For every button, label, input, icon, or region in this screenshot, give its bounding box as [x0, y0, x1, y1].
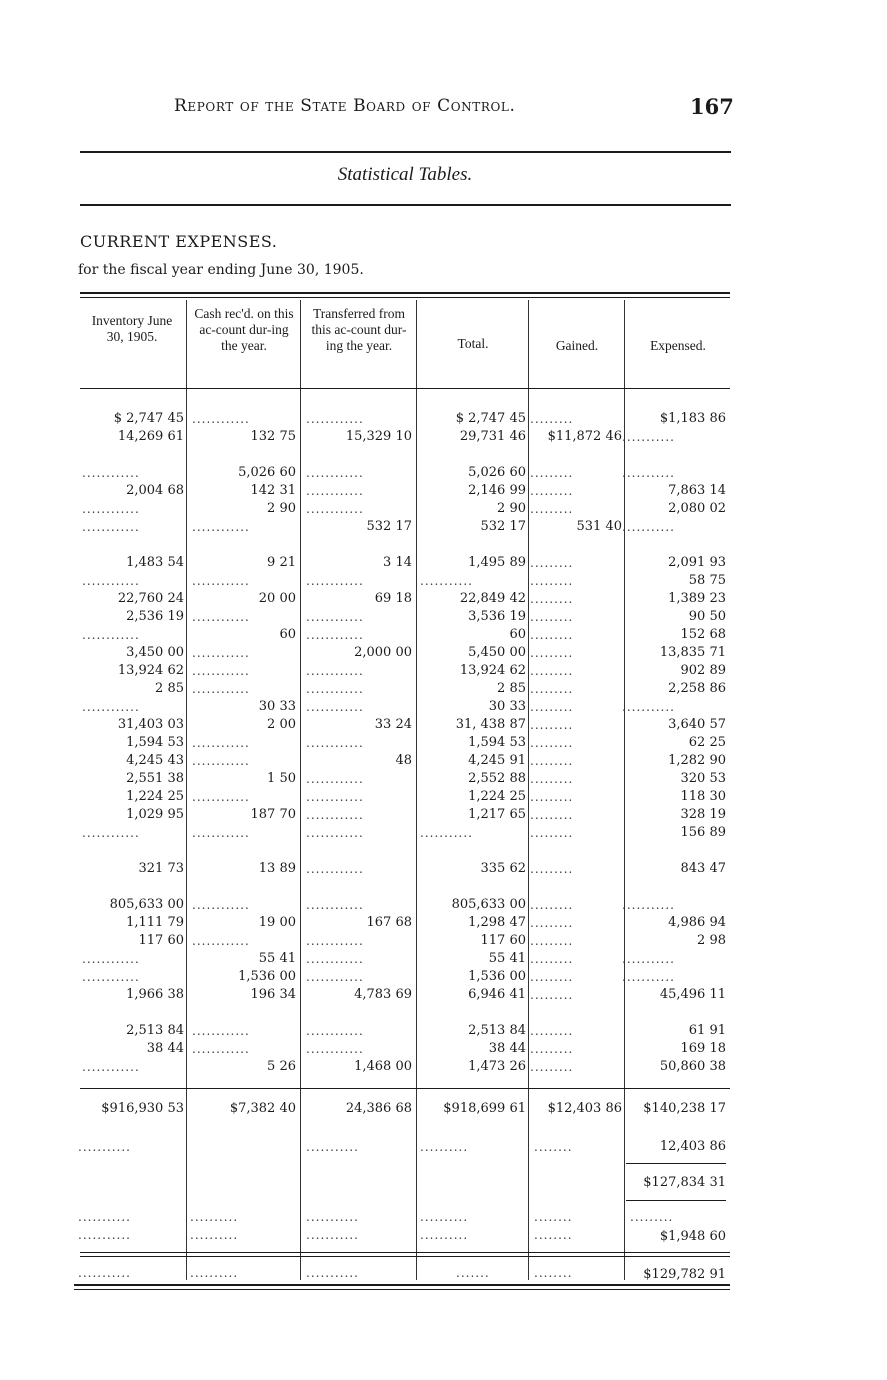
- cell-inventory: 321 73: [138, 861, 184, 876]
- cell-cash-received: 1 50: [267, 771, 296, 786]
- summary-addition: $1,948 60: [659, 1229, 726, 1244]
- cell-cash-received: 187 70: [250, 807, 296, 822]
- leader-dots: ............: [306, 682, 364, 696]
- leader-dots: .........: [530, 988, 574, 1002]
- cell-expensed: 61 91: [688, 1023, 726, 1038]
- cell-inventory: 1,594 53: [126, 735, 184, 750]
- cell-expensed: 90 50: [688, 609, 726, 624]
- cell-expensed: 2,258 86: [668, 681, 726, 696]
- cell-expensed: 2 98: [697, 933, 726, 948]
- cell-total: 31, 438 87: [455, 717, 526, 732]
- cell-total: 29,731 46: [459, 429, 526, 444]
- cell-inventory: 13,924 62: [117, 663, 184, 678]
- leader-dots: .........: [530, 484, 574, 498]
- cell-expensed: 3,640 57: [668, 717, 726, 732]
- cell-expensed: 152 68: [680, 627, 726, 642]
- cell-cash-received: 5 26: [267, 1059, 296, 1074]
- cell-expensed: 169 18: [680, 1041, 726, 1056]
- cell-transferred: 4,783 69: [354, 987, 412, 1002]
- cell-total: 117 60: [480, 933, 526, 948]
- cell-inventory: 22,760 24: [117, 591, 184, 606]
- leader-dots: ............: [192, 934, 250, 948]
- cell-total: 22,849 42: [459, 591, 526, 606]
- summary-rule: [626, 1200, 726, 1201]
- leader-dots: ............: [306, 826, 364, 840]
- cell-inventory: 14,269 61: [117, 429, 184, 444]
- cell-total: 805,633 00: [451, 897, 526, 912]
- leader-dots: ............: [82, 520, 140, 534]
- col-header-cash-received: Cash rec'd. on this ac-count dur-ing the year.: [194, 306, 294, 353]
- cell-expensed: 328 19: [680, 807, 726, 822]
- leader-dots: ............: [306, 934, 364, 948]
- col-header-expensed: Expensed.: [650, 338, 706, 353]
- leader-dots: ..........: [420, 1140, 469, 1154]
- cell-expensed: 902 89: [680, 663, 726, 678]
- cell-transferred: 15,329 10: [345, 429, 412, 444]
- leader-dots: ...........: [622, 466, 675, 480]
- leader-dots: .........: [530, 736, 574, 750]
- leader-dots: ............: [192, 790, 250, 804]
- cell-total: 2,552 88: [468, 771, 526, 786]
- leader-dots: .........: [530, 574, 574, 588]
- cell-total: 1,495 89: [468, 555, 526, 570]
- cell-expensed: 320 53: [680, 771, 726, 786]
- section-subtitle: for the fiscal year ending June 30, 1905.: [78, 262, 364, 278]
- leader-dots: ...........: [622, 952, 675, 966]
- cell-total: 2 85: [497, 681, 526, 696]
- cell-total: 2 90: [497, 501, 526, 516]
- header-underline: [80, 388, 730, 389]
- leader-dots: ...........: [78, 1140, 131, 1154]
- cell-cash-received: 1,536 00: [238, 969, 296, 984]
- leader-dots: .........: [530, 934, 574, 948]
- table-top-rule: [80, 292, 730, 294]
- leader-dots: ............: [306, 970, 364, 984]
- leader-dots: ............: [82, 970, 140, 984]
- col-header-inventory: Inventory June 30, 1905.: [91, 313, 173, 344]
- leader-dots: ............: [306, 700, 364, 714]
- summary-rule-wide-2: [80, 1256, 730, 1257]
- leader-dots: .........: [530, 754, 574, 768]
- leader-dots: ........: [534, 1228, 573, 1242]
- cell-total: $ 2,747 45: [455, 411, 526, 426]
- leader-dots: ........: [534, 1210, 573, 1224]
- leader-dots: ...........: [420, 574, 473, 588]
- cell-total: 55 41: [488, 951, 526, 966]
- cell-inventory: 117 60: [138, 933, 184, 948]
- cell-total: 1,536 00: [468, 969, 526, 984]
- leader-dots: ...........: [78, 1228, 131, 1242]
- cell-total: 30 33: [488, 699, 526, 714]
- cell-inventory: 1,966 38: [126, 987, 184, 1002]
- cell-expensed: 1,282 90: [668, 753, 726, 768]
- cell-transferred: 1,468 00: [354, 1059, 412, 1074]
- leader-dots: ............: [82, 1060, 140, 1074]
- cell-expensed: 2,091 93: [668, 555, 726, 570]
- tables-subtitle: Statistical Tables.: [337, 164, 473, 185]
- cell-transferred: 69 18: [374, 591, 412, 606]
- leader-dots: ...........: [306, 1210, 359, 1224]
- cell-expensed: 58 75: [688, 573, 726, 588]
- leader-dots: ............: [192, 1024, 250, 1038]
- cell-total: 1,298 47: [468, 915, 526, 930]
- total-total: $918,699 61: [443, 1101, 526, 1116]
- leader-dots: ............: [306, 736, 364, 750]
- summary-less-gained: 12,403 86: [659, 1139, 726, 1154]
- leader-dots: ...........: [622, 898, 675, 912]
- col-divider: [416, 300, 417, 1280]
- leader-dots: .........: [530, 646, 574, 660]
- cell-total: 5,450 00: [468, 645, 526, 660]
- leader-dots: ........: [534, 1266, 573, 1280]
- table-bottom-rule: [74, 1284, 730, 1286]
- leader-dots: ..........: [190, 1266, 239, 1280]
- cell-total: 5,026 60: [468, 465, 526, 480]
- cell-total: 2,513 84: [468, 1023, 526, 1038]
- leader-dots: ...........: [622, 970, 675, 984]
- leader-dots: .........: [530, 1024, 574, 1038]
- cell-inventory: 3,450 00: [126, 645, 184, 660]
- cell-expensed: 13,835 71: [659, 645, 726, 660]
- leader-dots: .........: [530, 970, 574, 984]
- cell-total: 2,146 99: [468, 483, 526, 498]
- leader-dots: ............: [306, 772, 364, 786]
- leader-dots: ...........: [306, 1140, 359, 1154]
- cell-transferred: 167 68: [366, 915, 412, 930]
- leader-dots: .........: [530, 556, 574, 570]
- leader-dots: .........: [530, 916, 574, 930]
- cell-cash-received: 55 41: [258, 951, 296, 966]
- cell-transferred: 48: [395, 753, 412, 768]
- cell-expensed: 45,496 11: [659, 987, 726, 1002]
- cell-total: 1,224 25: [468, 789, 526, 804]
- cell-cash-received: 13 89: [258, 861, 296, 876]
- col-header-transferred: Transferred from this ac-count dur-ing the year.: [311, 306, 407, 353]
- leader-dots: ............: [192, 754, 250, 768]
- cell-inventory: 1,111 79: [126, 915, 184, 930]
- leader-dots: ............: [192, 646, 250, 660]
- section-title: CURRENT EXPENSES.: [80, 232, 278, 251]
- leader-dots: ............: [306, 412, 364, 426]
- header-rule-top: [80, 151, 731, 153]
- leader-dots: .........: [530, 502, 574, 516]
- table-top-rule-2: [80, 297, 730, 298]
- leader-dots: ...........: [306, 1266, 359, 1280]
- cell-expensed: 7,863 14: [668, 483, 726, 498]
- leader-dots: ............: [192, 898, 250, 912]
- cell-inventory: 1,483 54: [126, 555, 184, 570]
- leader-dots: ............: [306, 790, 364, 804]
- cell-cash-received: 132 75: [250, 429, 296, 444]
- total-cash-received: $7,382 40: [229, 1101, 296, 1116]
- cell-inventory: $ 2,747 45: [113, 411, 184, 426]
- total-expensed: $140,238 17: [643, 1101, 726, 1116]
- leader-dots: ............: [306, 610, 364, 624]
- cell-cash-received: 142 31: [250, 483, 296, 498]
- leader-dots: .........: [530, 826, 574, 840]
- leader-dots: ............: [82, 952, 140, 966]
- total-transferred: 24,386 68: [345, 1101, 412, 1116]
- leader-dots: .........: [530, 1060, 574, 1074]
- leader-dots: ............: [82, 574, 140, 588]
- col-divider: [300, 300, 301, 1280]
- cell-expensed: 843 47: [680, 861, 726, 876]
- leader-dots: ..........: [190, 1210, 239, 1224]
- leader-dots: ...........: [622, 700, 675, 714]
- leader-dots: .........: [530, 700, 574, 714]
- cell-inventory: 2,004 68: [126, 483, 184, 498]
- cell-cash-received: 196 34: [250, 987, 296, 1002]
- leader-dots: ............: [306, 628, 364, 642]
- leader-dots: ............: [306, 466, 364, 480]
- page-number: 167: [690, 94, 734, 119]
- leader-dots: ............: [192, 664, 250, 678]
- cell-total: 4,245 91: [468, 753, 526, 768]
- cell-cash-received: 20 00: [258, 591, 296, 606]
- cell-cash-received: 9 21: [267, 555, 296, 570]
- leader-dots: ...........: [78, 1210, 131, 1224]
- cell-expensed: 4,986 94: [668, 915, 726, 930]
- cell-inventory: 1,224 25: [126, 789, 184, 804]
- cell-inventory: 31,403 03: [117, 717, 184, 732]
- leader-dots: .........: [530, 466, 574, 480]
- leader-dots: ............: [192, 1042, 250, 1056]
- leader-dots: .........: [530, 682, 574, 696]
- leader-dots: ............: [192, 520, 250, 534]
- leader-dots: ............: [306, 862, 364, 876]
- leader-dots: .........: [530, 664, 574, 678]
- col-divider: [186, 300, 187, 1280]
- col-header-total: Total.: [457, 336, 489, 351]
- leader-dots: .........: [630, 1210, 674, 1224]
- cell-inventory: 805,633 00: [109, 897, 184, 912]
- cell-cash-received: 2 00: [267, 717, 296, 732]
- leader-dots: ............: [82, 700, 140, 714]
- leader-dots: ............: [192, 610, 250, 624]
- leader-dots: ..........: [420, 1210, 469, 1224]
- cell-gained: $11,872 46: [547, 429, 622, 444]
- leader-dots: ...........: [420, 826, 473, 840]
- cell-inventory: 2,536 19: [126, 609, 184, 624]
- leader-dots: .........: [530, 628, 574, 642]
- cell-gained: 531 40: [576, 519, 622, 534]
- cell-expensed: 50,860 38: [659, 1059, 726, 1074]
- leader-dots: ............: [306, 1042, 364, 1056]
- cell-total: 60: [509, 627, 526, 642]
- summary-rule-wide: [80, 1252, 730, 1253]
- cell-inventory: 4,245 43: [126, 753, 184, 768]
- leader-dots: .........: [530, 772, 574, 786]
- leader-dots: ............: [82, 826, 140, 840]
- cell-expensed: 62 25: [688, 735, 726, 750]
- table-bottom-rule-2: [74, 1289, 730, 1290]
- cell-total: 1,473 26: [468, 1059, 526, 1074]
- cell-inventory: 2,513 84: [126, 1023, 184, 1038]
- cell-total: 532 17: [480, 519, 526, 534]
- summary-rule: [626, 1163, 726, 1164]
- total-gained: $12,403 86: [547, 1101, 622, 1116]
- leader-dots: ...........: [622, 520, 675, 534]
- leader-dots: .........: [530, 610, 574, 624]
- leader-dots: .........: [530, 790, 574, 804]
- leader-dots: ............: [192, 574, 250, 588]
- leader-dots: .........: [530, 898, 574, 912]
- cell-cash-received: 30 33: [258, 699, 296, 714]
- cell-expensed: 156 89: [680, 825, 726, 840]
- leader-dots: .........: [530, 592, 574, 606]
- header-rule-bottom: [80, 204, 731, 206]
- cell-transferred: 532 17: [366, 519, 412, 534]
- cell-transferred: 3 14: [383, 555, 412, 570]
- leader-dots: ............: [306, 502, 364, 516]
- leader-dots: ............: [306, 1024, 364, 1038]
- cell-total: 13,924 62: [459, 663, 526, 678]
- leader-dots: ............: [82, 502, 140, 516]
- cell-expensed: 1,389 23: [668, 591, 726, 606]
- leader-dots: ............: [192, 826, 250, 840]
- leader-dots: ........: [534, 1140, 573, 1154]
- total-inventory: $916,930 53: [101, 1101, 184, 1116]
- cell-total: 3,536 19: [468, 609, 526, 624]
- leader-dots: ............: [82, 628, 140, 642]
- leader-dots: ............: [192, 412, 250, 426]
- leader-dots: ..........: [190, 1228, 239, 1242]
- leader-dots: ............: [192, 736, 250, 750]
- leader-dots: ............: [306, 952, 364, 966]
- cell-total: 335 62: [480, 861, 526, 876]
- col-header-gained: Gained.: [555, 338, 599, 353]
- leader-dots: .........: [530, 862, 574, 876]
- cell-total: 1,217 65: [468, 807, 526, 822]
- summary-net: $127,834 31: [643, 1175, 726, 1190]
- cell-expensed: 118 30: [680, 789, 726, 804]
- leader-dots: ............: [306, 664, 364, 678]
- leader-dots: ..........: [420, 1228, 469, 1242]
- cell-expensed: $1,183 86: [659, 411, 726, 426]
- running-title: Report of the State Board of Control.: [174, 96, 516, 116]
- cell-cash-received: 19 00: [258, 915, 296, 930]
- leader-dots: ...........: [622, 430, 675, 444]
- cell-transferred: 2,000 00: [354, 645, 412, 660]
- leader-dots: ............: [306, 898, 364, 912]
- leader-dots: .........: [530, 412, 574, 426]
- totals-rule: [80, 1088, 730, 1089]
- cell-total: 1,594 53: [468, 735, 526, 750]
- leader-dots: ............: [82, 466, 140, 480]
- leader-dots: .......: [456, 1266, 490, 1280]
- leader-dots: ............: [306, 484, 364, 498]
- cell-cash-received: 60: [279, 627, 296, 642]
- cell-inventory: 1,029 95: [126, 807, 184, 822]
- cell-expensed: 2,080 02: [668, 501, 726, 516]
- leader-dots: .........: [530, 718, 574, 732]
- cell-inventory: 2,551 38: [126, 771, 184, 786]
- col-divider: [528, 300, 529, 1280]
- leader-dots: ............: [192, 682, 250, 696]
- cell-total: 6,946 41: [468, 987, 526, 1002]
- leader-dots: .........: [530, 1042, 574, 1056]
- leader-dots: ............: [306, 808, 364, 822]
- cell-total: 38 44: [488, 1041, 526, 1056]
- cell-inventory: 2 85: [155, 681, 184, 696]
- leader-dots: ...........: [78, 1266, 131, 1280]
- leader-dots: ............: [306, 574, 364, 588]
- cell-cash-received: 2 90: [267, 501, 296, 516]
- leader-dots: .........: [530, 808, 574, 822]
- summary-grand-total: $129,782 91: [643, 1267, 726, 1282]
- cell-cash-received: 5,026 60: [238, 465, 296, 480]
- cell-inventory: 38 44: [146, 1041, 184, 1056]
- leader-dots: .........: [530, 952, 574, 966]
- cell-transferred: 33 24: [374, 717, 412, 732]
- leader-dots: ...........: [306, 1228, 359, 1242]
